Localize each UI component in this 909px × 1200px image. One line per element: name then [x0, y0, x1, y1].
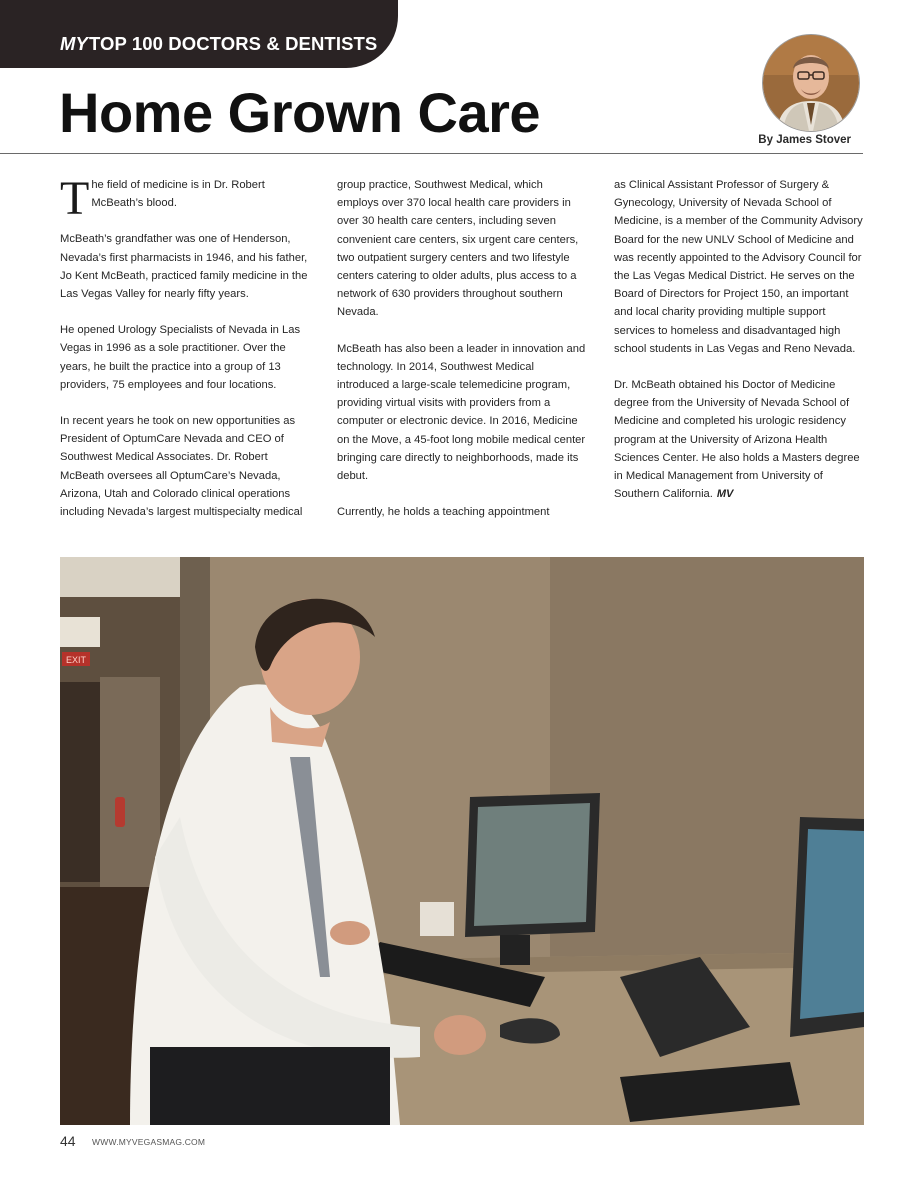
- page-number: 44: [60, 1133, 76, 1149]
- footer-url: WWW.MYVEGASMAG.COM: [92, 1137, 206, 1147]
- paragraph-7: Currently, he holds a teaching appointment: [337, 506, 550, 519]
- author-avatar: [762, 34, 860, 132]
- paragraph-1: [60, 172, 310, 225]
- article-column-2: [337, 176, 587, 539]
- article-column-3: [614, 176, 864, 521]
- paragraph-6: McBeath has also been a leader in innovation and technology. In 2014, Southwest Medical introduced a large-scale telemedicine program, providing virtual visits with providers from a computer or electronic device. In 2016, Medicine on the Move, a 45-foot long mobile medical center bringing care directly to neighborhoods, made its debut.: [337, 342, 586, 483]
- article-photo: [60, 557, 864, 1125]
- drop-cap: T: [60, 172, 90, 225]
- header-divider: [0, 153, 863, 154]
- header-brand: MY: [60, 33, 88, 54]
- paragraph-5: group practice, Southwest Medical, which employs over 370 local health care providers in over 30 health care centers, including seven convenient care centers, six urgent care centers, two outpatient surgery centers and two lifestyle centers catering to older adults, plus access to a network of 630 providers throughout southern Nevada.: [337, 179, 579, 319]
- end-mark: MV: [716, 488, 734, 501]
- paragraph-4: In recent years he took on new opportunities as President of OptumCare Nevada and CEO of Southwest Medical Associates. Dr. Robert McBeath oversees all OptumCare’s Nevada, Arizona, Utah and Colorado clinical operations including Nevada’s largest multispecialty medical: [60, 415, 303, 519]
- byline: By James Stover: [758, 134, 851, 146]
- paragraph-1-text: he field of medicine is in Dr. Robert McBeath’s blood.: [91, 179, 265, 210]
- paragraph-9: [614, 376, 864, 503]
- header-section-title: TOP 100 DOCTORS & DENTISTS: [88, 33, 378, 54]
- article-title: Home Grown Care: [59, 81, 541, 144]
- article-column-1: [60, 172, 310, 539]
- section-header: [60, 33, 377, 55]
- paragraph-3: He opened Urology Specialists of Nevada in Las Vegas in 1996 as a sole practitioner. Over the years, he built the practice into a group of 13 providers, 75 employees and four locations.: [60, 324, 301, 391]
- paragraph-2: McBeath’s grandfather was one of Henderson, Nevada’s first pharmacists in 1946, and his father, Jo Kent McBeath, practiced family medicine in the Las Vegas Valley for nearly fifty years.: [60, 233, 308, 301]
- paragraph-8: as Clinical Assistant Professor of Surgery & Gynecology, University of Nevada School of Medicine, is a member of the Community Advisory Board for the new UNLV School of Medicine and was recently appointed to the Advisory Council for the Las Vegas Medical District. He serves on the Board of Directors for Project 150, an important and local charity providing multiple support services to homeless and disadvantaged high school students in Las Vegas and Reno Nevada.: [614, 179, 863, 355]
- paragraph-9-text: Dr. McBeath obtained his Doctor of Medicine degree from the University of Nevada School of Medicine and completed his urologic residency program at the University of Arizona Health Sciences Center. He also holds a Masters degree in Medical Management from University of Southern California.: [614, 379, 860, 501]
- exit-sign-text: EXIT: [65, 655, 87, 665]
